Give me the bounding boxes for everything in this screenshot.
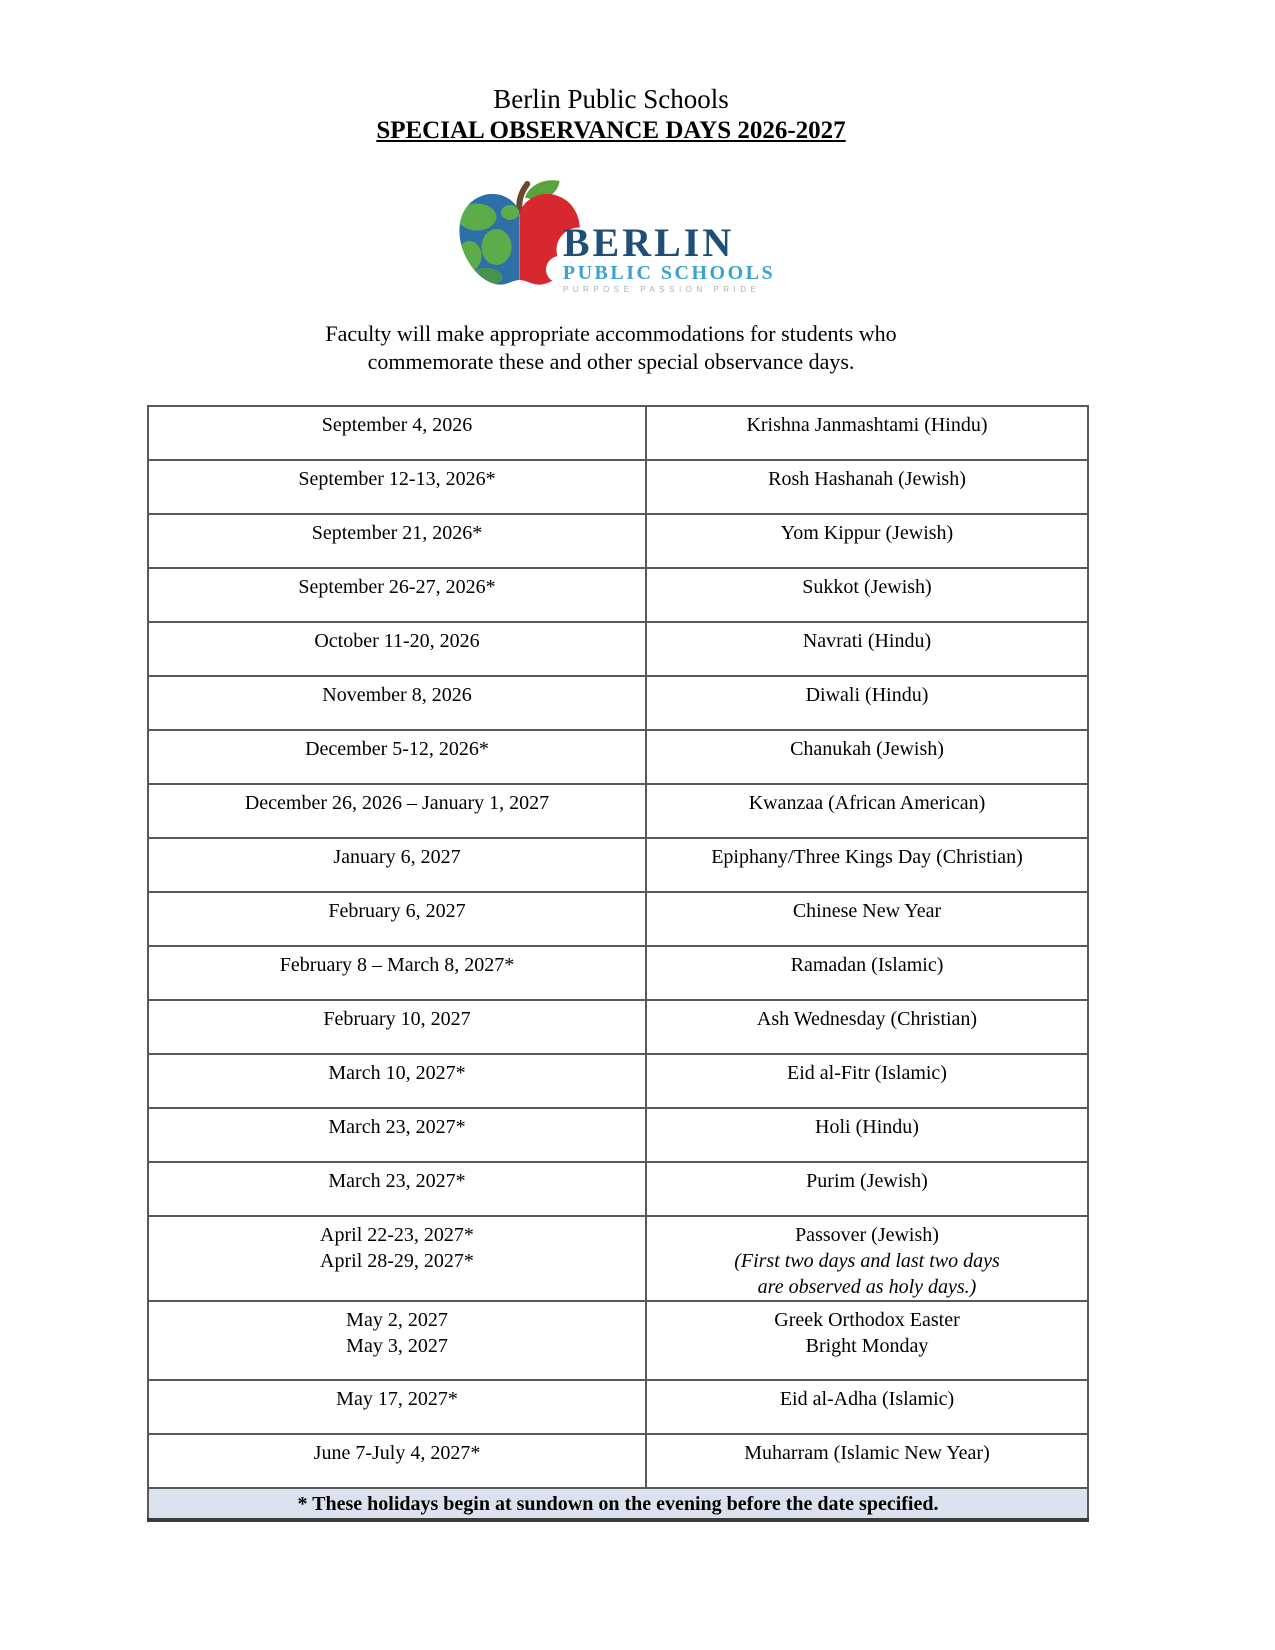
observance-cell [646, 1301, 1088, 1380]
date-text: May 17, 2027* [336, 1388, 458, 1410]
date-cell [148, 1380, 646, 1434]
date-text: May 2, 2027 [346, 1309, 448, 1331]
observance-cell [646, 892, 1088, 946]
date-text: September 12-13, 2026* [298, 468, 496, 490]
table-row [148, 406, 1088, 460]
observance-text: Diwali (Hindu) [805, 684, 929, 706]
date-text: April 28-29, 2027* [320, 1250, 474, 1272]
date-text: February 6, 2027 [328, 900, 466, 922]
observance-text: Epiphany/Three Kings Day (Christian) [711, 846, 1023, 868]
date-cell [148, 1108, 646, 1162]
date-cell [148, 1000, 646, 1054]
observance-cell [646, 784, 1088, 838]
date-cell [148, 1301, 646, 1380]
date-cell [148, 892, 646, 946]
table-row [148, 1054, 1088, 1108]
observance-cell [646, 568, 1088, 622]
date-cell [148, 514, 646, 568]
table-row [148, 730, 1088, 784]
table-row [148, 892, 1088, 946]
observance-cell [646, 730, 1088, 784]
table-row [148, 514, 1088, 568]
observance-cell [646, 838, 1088, 892]
observance-cell [646, 676, 1088, 730]
page-subtitle: SPECIAL OBSERVANCE DAYS 2026-2027 [376, 117, 846, 144]
date-cell [148, 1162, 646, 1216]
date-cell [148, 568, 646, 622]
date-cell [148, 676, 646, 730]
observance-text: Yom Kippur (Jewish) [780, 522, 954, 544]
table-row [148, 1162, 1088, 1216]
observance-cell [646, 1162, 1088, 1216]
date-cell [148, 838, 646, 892]
date-cell [148, 784, 646, 838]
date-text: March 23, 2027* [328, 1116, 466, 1138]
intro-line-1: Faculty will make appropriate accommodations for students who [325, 321, 897, 346]
logo-tagline: PURPOSE PASSION PRIDE [562, 285, 761, 294]
date-text: February 10, 2027 [323, 1008, 471, 1030]
table-row [148, 568, 1088, 622]
observance-text: Ash Wednesday (Christian) [756, 1008, 978, 1030]
date-text: January 6, 2027 [333, 846, 461, 868]
table-row [148, 1380, 1088, 1434]
date-text: March 23, 2027* [328, 1170, 466, 1192]
observance-text: Krishna Janmashtami (Hindu) [746, 414, 988, 436]
logo-subname: PUBLIC SCHOOLS [562, 262, 776, 284]
observance-text: Ramadan (Islamic) [790, 954, 944, 976]
observance-text: Bright Monday [805, 1335, 929, 1357]
observance-cell [646, 622, 1088, 676]
table-row [148, 784, 1088, 838]
intro-line-2: commemorate these and other special observance days. [367, 349, 855, 374]
table-row [148, 946, 1088, 1000]
date-text: May 3, 2027 [346, 1335, 448, 1357]
logo-text [562, 220, 776, 306]
observance-table [147, 405, 1089, 1522]
observance-text: Sukkot (Jewish) [802, 576, 932, 598]
date-cell [148, 460, 646, 514]
date-text: September 4, 2026 [321, 414, 473, 436]
footnote-row [148, 1488, 1088, 1520]
observance-text: Eid al-Adha (Islamic) [779, 1388, 955, 1410]
observance-cell [646, 1108, 1088, 1162]
observance-text: Eid al-Fitr (Islamic) [787, 1062, 947, 1084]
table-row [148, 1301, 1088, 1380]
observance-cell [646, 1434, 1088, 1488]
date-text: February 8 – March 8, 2027* [279, 954, 515, 976]
intro-text [147, 320, 1075, 376]
observance-cell [646, 1380, 1088, 1434]
observance-text: Rosh Hashanah (Jewish) [768, 468, 966, 490]
table-row [148, 622, 1088, 676]
observance-text: Muharram (Islamic New Year) [744, 1442, 990, 1464]
table-row [148, 1434, 1088, 1488]
date-cell [148, 406, 646, 460]
date-text: December 26, 2026 – January 1, 2027 [244, 792, 550, 814]
date-text: October 11-20, 2026 [314, 630, 480, 652]
observance-cell [646, 514, 1088, 568]
table-row [148, 1216, 1088, 1301]
date-cell [148, 730, 646, 784]
date-cell [148, 1216, 646, 1301]
observance-text: Chanukah (Jewish) [790, 738, 944, 760]
observance-text: Greek Orthodox Easter [774, 1309, 960, 1331]
date-cell [148, 946, 646, 1000]
date-cell [148, 1054, 646, 1108]
observance-text: Chinese New Year [792, 900, 942, 922]
observance-cell [646, 406, 1088, 460]
school-logo [147, 170, 1075, 306]
observance-text: Holi (Hindu) [815, 1116, 919, 1138]
date-text: March 10, 2027* [328, 1062, 466, 1084]
page-title: Berlin Public Schools [493, 84, 729, 114]
table-row [148, 1108, 1088, 1162]
observance-cell [646, 1216, 1088, 1301]
observance-text: Navrati (Hindu) [802, 630, 932, 652]
footnote-text: * These holidays begin at sundown on the evening before the date specified. [148, 1488, 1088, 1520]
observance-note-text: are observed as holy days.) [757, 1276, 977, 1298]
observance-note-text: (First two days and last two days [734, 1250, 1000, 1272]
table-row [148, 838, 1088, 892]
date-text: November 8, 2026 [322, 684, 472, 706]
date-text: April 22-23, 2027* [320, 1224, 474, 1246]
date-cell [148, 1434, 646, 1488]
date-text: September 21, 2026* [311, 522, 483, 544]
date-text: June 7-July 4, 2027* [313, 1442, 481, 1464]
observance-cell [646, 1054, 1088, 1108]
logo-name: BERLIN [562, 220, 735, 265]
date-text: December 5-12, 2026* [305, 738, 489, 760]
document-content [147, 0, 1075, 1522]
observance-cell [646, 460, 1088, 514]
observance-cell [646, 1000, 1088, 1054]
date-cell [148, 622, 646, 676]
observance-text: Passover (Jewish) [795, 1224, 939, 1246]
observance-text: Purim (Jewish) [806, 1170, 928, 1192]
date-text: September 26-27, 2026* [298, 576, 496, 598]
table-row [148, 676, 1088, 730]
table-row [148, 460, 1088, 514]
observance-text: Kwanzaa (African American) [748, 792, 986, 814]
table-row [148, 1000, 1088, 1054]
observance-cell [646, 946, 1088, 1000]
